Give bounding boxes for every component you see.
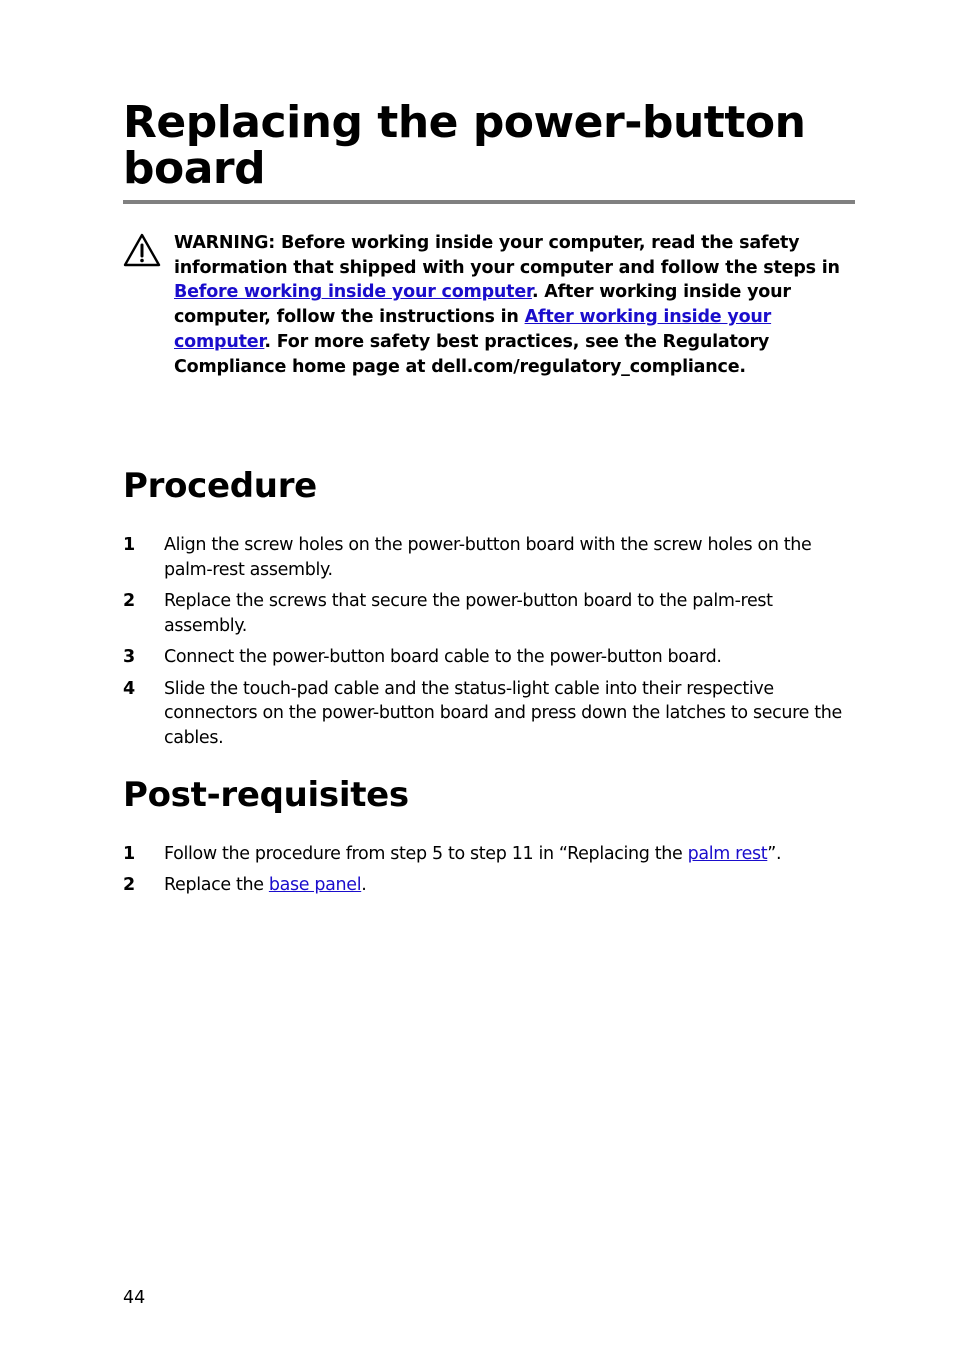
title-divider	[123, 200, 855, 204]
post-requisite-step	[123, 842, 853, 867]
warning-text-middle: . After working inside your computer, follow the instructions in	[174, 282, 791, 328]
step-text: Slide the touch-pad cable and the status-light cable into their respective connectors on the power-button board and press down the latches to secure the cables.	[164, 678, 842, 748]
link-after-working-inside-your-computer[interactable]: After working inside your computer	[174, 307, 772, 352]
procedure-step	[123, 645, 853, 670]
procedure-step	[123, 677, 853, 751]
step-number: 4	[123, 678, 135, 699]
step-number: 2	[123, 591, 135, 612]
procedure-heading: Procedure	[123, 466, 317, 506]
procedure-steps	[123, 533, 853, 757]
post-requisites-heading: Post-requisites	[123, 775, 409, 815]
link-palm-rest[interactable]: palm rest	[687, 844, 768, 864]
link-before-working-inside-your-computer[interactable]: Before working inside your computer	[174, 282, 532, 303]
step-text: Replace the screws that secure the power-button board to the palm-rest assembly.	[164, 591, 773, 636]
page-number: 44	[123, 1288, 146, 1308]
step-text-suffix: ”.	[767, 844, 782, 864]
step-text-suffix: .	[361, 875, 367, 896]
step-number: 2	[123, 875, 135, 896]
page-title: Replacing the power-button board	[123, 97, 806, 194]
step-text-prefix: Follow the procedure from step 5 to step 11 in “Replacing the	[164, 844, 688, 864]
warning-text-suffix: . For more safety best practices, see the Regulatory Compliance home page at dell.com/regulatory_compliance.	[174, 331, 770, 377]
step-text: Align the screw holes on the power-button board with the screw holes on the palm-rest assembly.	[164, 535, 812, 580]
step-number: 1	[123, 535, 135, 555]
link-base-panel[interactable]: base panel	[268, 875, 362, 896]
post-requisites-steps	[123, 842, 853, 905]
warning-notice	[174, 231, 854, 379]
procedure-step	[123, 589, 853, 638]
post-requisite-step	[123, 873, 853, 898]
step-number: 1	[123, 844, 135, 864]
step-text: Connect the power-button board cable to the power-button board.	[164, 647, 722, 668]
procedure-step	[123, 533, 853, 582]
step-number: 3	[123, 647, 135, 668]
warning-text-prefix: WARNING: Before working inside your computer, read the safety information that shipped with your computer and follow the steps in	[174, 233, 840, 278]
step-text-prefix: Replace the	[164, 875, 269, 896]
warning-triangle-icon	[123, 233, 161, 267]
